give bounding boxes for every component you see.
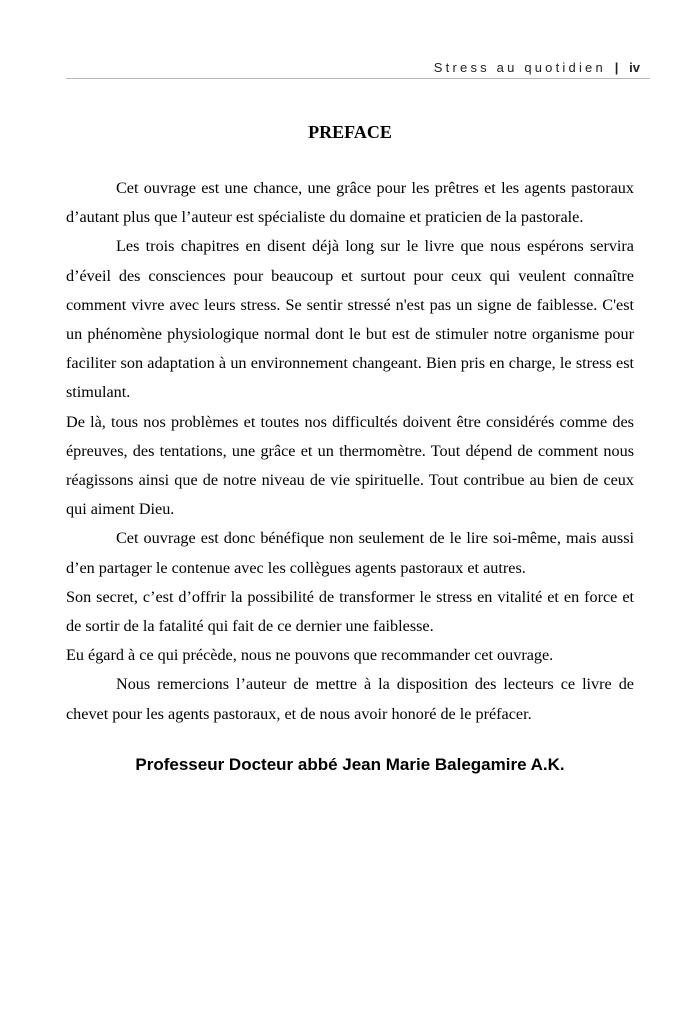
signature: Professeur Docteur abbé Jean Marie Balegamire A.K. [135, 755, 565, 774]
paragraph: Son secret, c’est d’offrir la possibilité de transformer le stress en vitalité et en force et de sortir de la fatalité qui fait de ce dernier une faiblesse. [66, 587, 634, 636]
page-number: iv [629, 60, 640, 75]
paragraph: Cet ouvrage est donc bénéfique non seulement de le lire soi-même, mais aussi d’en partager le contenue avec les collègues agents pastoraux et autres. [66, 529, 634, 577]
paragraph: Eu égard à ce qui précède, nous ne pouvons que recommander cet ouvrage. [66, 646, 554, 665]
preface-body [66, 174, 634, 729]
page-title: PREFACE [308, 122, 392, 142]
paragraph: De là, tous nos problèmes et toutes nos difficultés doivent être considérés comme des épreuves, des tentations, une grâce et un thermomètre. Tout dépend de comment nous réagissons ainsi que de notre niveau de vie spirituelle. Tout contribue au bien de ceux qui aiment Dieu. [66, 412, 634, 519]
paragraph: Cet ouvrage est une chance, une grâce pour les prêtres et les agents pastoraux d’autant plus que l’auteur est spécialiste du domaine et praticien de la pastorale. [66, 179, 634, 227]
paragraph: Nous remercions l’auteur de mettre à la disposition des lecteurs ce livre de chevet pour les agents pastoraux, et de nous avoir honoré de le préfacer. [66, 675, 634, 723]
running-header [434, 60, 640, 75]
running-title: Stress au quotidien [433, 60, 606, 75]
paragraph: Les trois chapitres en disent déjà long sur le livre que nous espérons servira d’éveil des consciences pour beaucoup et surtout pour ceux qui veulent connaître comment vivre avec leurs stress. Se sentir stressé n'est pas un signe de faiblesse. C'est un phénomène physiologique normal dont le but est de stimuler notre organisme pour faciliter son adaptation à un environnement changeant. Bien pris en charge, le stress est stimulant. [66, 237, 634, 402]
header-rule [66, 78, 650, 79]
header-separator: | [614, 60, 619, 75]
